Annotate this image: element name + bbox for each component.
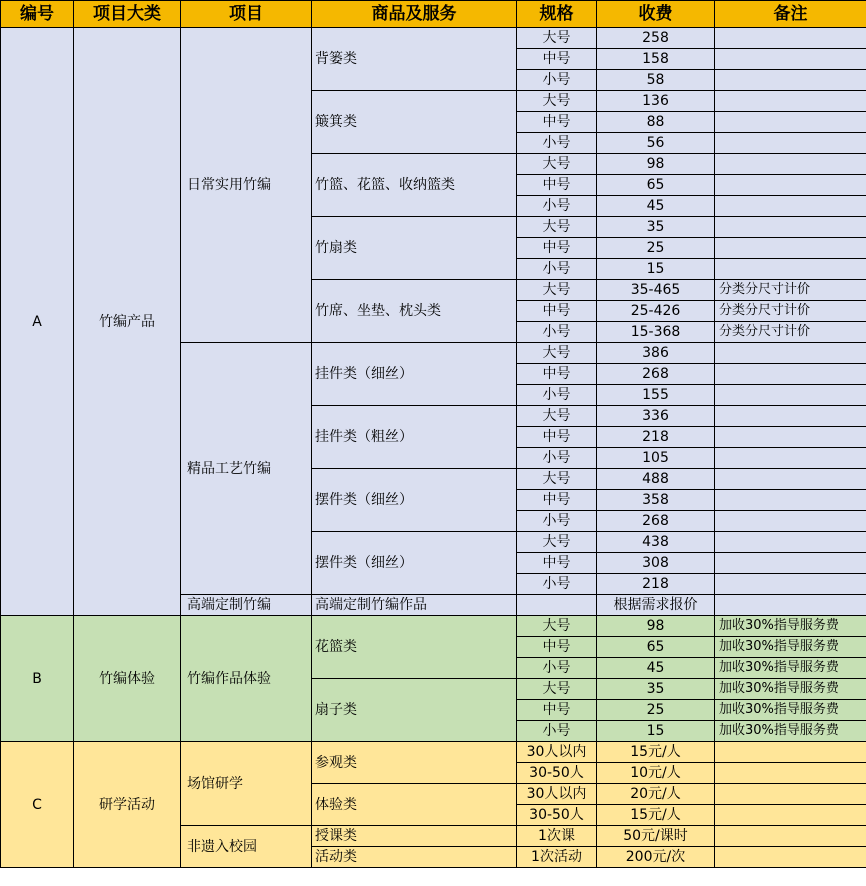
- spec-cell: 30-50人: [517, 805, 597, 826]
- group-id-cell: C: [1, 742, 74, 868]
- fee-cell: 20元/人: [597, 784, 715, 805]
- fee-cell: 35: [597, 679, 715, 700]
- fee-cell: 56: [597, 133, 715, 154]
- item-name-cell: 高端定制竹编: [181, 595, 312, 616]
- note-cell: [715, 406, 866, 427]
- fee-cell: 15元/人: [597, 742, 715, 763]
- product-name-cell: 授课类: [312, 826, 517, 847]
- note-cell: [715, 175, 866, 196]
- spec-cell: 小号: [517, 70, 597, 91]
- spec-cell: 小号: [517, 259, 597, 280]
- group-category-cell: 研学活动: [74, 742, 181, 868]
- note-cell: [715, 742, 866, 763]
- product-name-cell: 竹席、坐垫、枕头类: [312, 280, 517, 343]
- spec-cell: 小号: [517, 511, 597, 532]
- fee-cell: 35: [597, 217, 715, 238]
- spec-cell: 1次活动: [517, 847, 597, 868]
- product-name-cell: 背篓类: [312, 28, 517, 91]
- note-cell: [715, 196, 866, 217]
- note-cell: [715, 238, 866, 259]
- note-cell: [715, 469, 866, 490]
- note-cell: [715, 763, 866, 784]
- group-id-cell: A: [1, 28, 74, 616]
- spec-cell: 30人以内: [517, 742, 597, 763]
- note-cell: [715, 511, 866, 532]
- table-row: [1, 28, 866, 49]
- spec-cell: 中号: [517, 700, 597, 721]
- header-product: 商品及服务: [312, 1, 517, 28]
- spec-cell: 小号: [517, 658, 597, 679]
- note-cell: 加收30%指导服务费: [715, 700, 866, 721]
- spec-cell: 小号: [517, 448, 597, 469]
- fee-cell: 258: [597, 28, 715, 49]
- fee-cell: 45: [597, 658, 715, 679]
- spec-cell: 大号: [517, 406, 597, 427]
- spec-cell: 小号: [517, 322, 597, 343]
- note-cell: 加收30%指导服务费: [715, 679, 866, 700]
- spec-cell: 中号: [517, 427, 597, 448]
- spec-cell: 小号: [517, 721, 597, 742]
- fee-cell: 15-368: [597, 322, 715, 343]
- note-cell: [715, 784, 866, 805]
- fee-cell: 25: [597, 238, 715, 259]
- note-cell: 分类分尺寸计价: [715, 280, 866, 301]
- fee-cell: 根据需求报价: [597, 595, 715, 616]
- spec-cell: 大号: [517, 469, 597, 490]
- spec-cell: 大号: [517, 28, 597, 49]
- fee-cell: 25: [597, 700, 715, 721]
- product-name-cell: 摆件类（细丝）: [312, 469, 517, 532]
- item-name-cell: 非遗入校园: [181, 826, 312, 868]
- product-name-cell: 参观类: [312, 742, 517, 784]
- note-cell: [715, 154, 866, 175]
- fee-cell: 35-465: [597, 280, 715, 301]
- fee-cell: 386: [597, 343, 715, 364]
- spec-cell: 30-50人: [517, 763, 597, 784]
- item-name-cell: 日常实用竹编: [181, 28, 312, 343]
- group-category-cell: 竹编产品: [74, 28, 181, 616]
- fee-cell: 155: [597, 385, 715, 406]
- fee-cell: 50元/课时: [597, 826, 715, 847]
- note-cell: [715, 427, 866, 448]
- header-category: 项目大类: [74, 1, 181, 28]
- table-body: [1, 28, 866, 868]
- fee-cell: 268: [597, 511, 715, 532]
- product-name-cell: 簸箕类: [312, 91, 517, 154]
- spec-cell: 中号: [517, 238, 597, 259]
- note-cell: [715, 49, 866, 70]
- fee-cell: 105: [597, 448, 715, 469]
- note-cell: 加收30%指导服务费: [715, 616, 866, 637]
- spec-cell: 大号: [517, 91, 597, 112]
- note-cell: 分类分尺寸计价: [715, 301, 866, 322]
- header-spec: 规格: [517, 1, 597, 28]
- fee-cell: 158: [597, 49, 715, 70]
- fee-cell: 336: [597, 406, 715, 427]
- product-name-cell: 高端定制竹编作品: [312, 595, 517, 616]
- fee-cell: 15: [597, 259, 715, 280]
- product-name-cell: 扇子类: [312, 679, 517, 742]
- fee-cell: 268: [597, 364, 715, 385]
- spec-cell: 中号: [517, 490, 597, 511]
- note-cell: [715, 259, 866, 280]
- fee-cell: 488: [597, 469, 715, 490]
- note-cell: 分类分尺寸计价: [715, 322, 866, 343]
- spec-cell: 小号: [517, 385, 597, 406]
- note-cell: [715, 364, 866, 385]
- fee-cell: 308: [597, 553, 715, 574]
- spec-cell: 中号: [517, 49, 597, 70]
- fee-cell: 45: [597, 196, 715, 217]
- fee-cell: 98: [597, 154, 715, 175]
- header-item: 项目: [181, 1, 312, 28]
- group-id-cell: B: [1, 616, 74, 742]
- fee-cell: 218: [597, 574, 715, 595]
- note-cell: [715, 532, 866, 553]
- fee-cell: 58: [597, 70, 715, 91]
- header-fee: 收费: [597, 1, 715, 28]
- spec-cell: 大号: [517, 679, 597, 700]
- fee-cell: 65: [597, 175, 715, 196]
- header-row: [1, 1, 866, 28]
- product-name-cell: 竹篮、花篮、收纳篮类: [312, 154, 517, 217]
- spec-cell: 中号: [517, 112, 597, 133]
- spec-cell: 中号: [517, 553, 597, 574]
- product-name-cell: 体验类: [312, 784, 517, 826]
- fee-cell: 438: [597, 532, 715, 553]
- product-name-cell: 摆件类（细丝）: [312, 532, 517, 595]
- fee-cell: 358: [597, 490, 715, 511]
- product-name-cell: 花篮类: [312, 616, 517, 679]
- spec-cell: 大号: [517, 532, 597, 553]
- spec-cell: 小号: [517, 133, 597, 154]
- note-cell: [715, 826, 866, 847]
- fee-cell: 25-426: [597, 301, 715, 322]
- note-cell: 加收30%指导服务费: [715, 658, 866, 679]
- spec-cell: 中号: [517, 364, 597, 385]
- product-name-cell: 活动类: [312, 847, 517, 868]
- note-cell: [715, 385, 866, 406]
- note-cell: [715, 595, 866, 616]
- fee-cell: 15: [597, 721, 715, 742]
- note-cell: [715, 217, 866, 238]
- table-row: [1, 742, 866, 763]
- note-cell: [715, 28, 866, 49]
- spec-cell: 中号: [517, 637, 597, 658]
- spec-cell: 小号: [517, 574, 597, 595]
- fee-cell: 218: [597, 427, 715, 448]
- spec-cell: 大号: [517, 217, 597, 238]
- product-name-cell: 竹扇类: [312, 217, 517, 280]
- spec-cell: 大号: [517, 280, 597, 301]
- note-cell: [715, 490, 866, 511]
- item-name-cell: 精品工艺竹编: [181, 343, 312, 595]
- product-name-cell: 挂件类（粗丝）: [312, 406, 517, 469]
- note-cell: [715, 112, 866, 133]
- spec-cell: 1次课: [517, 826, 597, 847]
- group-category-cell: 竹编体验: [74, 616, 181, 742]
- table-row: [1, 616, 866, 637]
- fee-cell: 65: [597, 637, 715, 658]
- note-cell: [715, 70, 866, 91]
- note-cell: [715, 343, 866, 364]
- fee-cell: 88: [597, 112, 715, 133]
- header-note: 备注: [715, 1, 866, 28]
- fee-cell: 15元/人: [597, 805, 715, 826]
- note-cell: [715, 847, 866, 868]
- fee-cell: 10元/人: [597, 763, 715, 784]
- note-cell: [715, 805, 866, 826]
- note-cell: 加收30%指导服务费: [715, 721, 866, 742]
- spec-cell: 30人以内: [517, 784, 597, 805]
- note-cell: [715, 133, 866, 154]
- note-cell: 加收30%指导服务费: [715, 637, 866, 658]
- item-name-cell: 场馆研学: [181, 742, 312, 826]
- note-cell: [715, 91, 866, 112]
- spec-cell: 大号: [517, 343, 597, 364]
- note-cell: [715, 448, 866, 469]
- item-name-cell: 竹编作品体验: [181, 616, 312, 742]
- note-cell: [715, 553, 866, 574]
- spec-cell: [517, 595, 597, 616]
- product-name-cell: 挂件类（细丝）: [312, 343, 517, 406]
- spec-cell: 小号: [517, 196, 597, 217]
- header-id: 编号: [1, 1, 74, 28]
- spec-cell: 中号: [517, 301, 597, 322]
- spec-cell: 大号: [517, 154, 597, 175]
- fee-cell: 136: [597, 91, 715, 112]
- note-cell: [715, 574, 866, 595]
- spec-cell: 大号: [517, 616, 597, 637]
- fee-cell: 200元/次: [597, 847, 715, 868]
- fee-cell: 98: [597, 616, 715, 637]
- spec-cell: 中号: [517, 175, 597, 196]
